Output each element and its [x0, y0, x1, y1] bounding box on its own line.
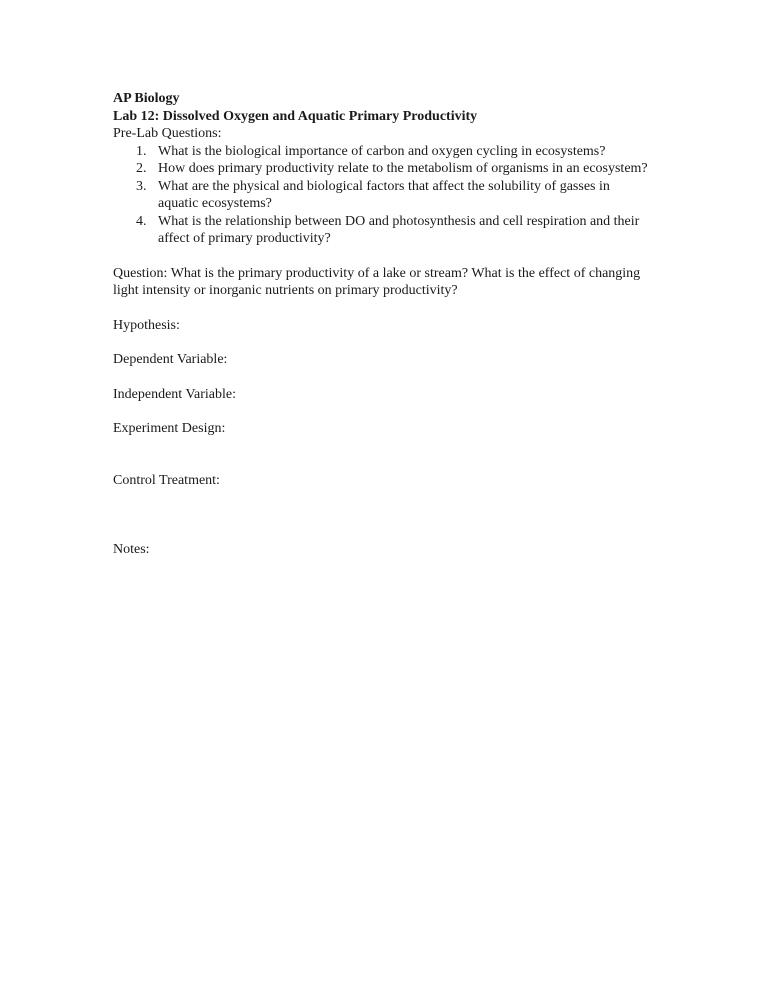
- hypothesis-label: Hypothesis:: [113, 317, 180, 333]
- question-text: What is the relationship between DO and photosynthesis and cell respiration and their affect of primary productivity?: [158, 213, 640, 246]
- question-number: 2.: [136, 161, 147, 176]
- dependent-variable-label: Dependent Variable:: [113, 352, 228, 367]
- independent-variable-label: Independent Variable:: [113, 386, 236, 402]
- question-number: 3.: [136, 178, 147, 194]
- course-title: AP Biology: [113, 91, 180, 106]
- lab-question: Question: What is the primary productivity of a lake or stream? What is the effect of changing light intensity or inorganic nutrients on primary productivity?: [113, 265, 641, 298]
- control-treatment-label: Control Treatment:: [113, 472, 220, 488]
- experiment-design-label: Experiment Design:: [113, 421, 226, 436]
- prelab-question: [113, 160, 653, 178]
- notes-label: Notes:: [113, 542, 150, 557]
- question-number: 1.: [136, 143, 147, 159]
- lab-title: Lab 12: Dissolved Oxygen and Aquatic Primary Productivity: [113, 108, 478, 124]
- question-text: What is the biological importance of carbon and oxygen cycling in ecosystems?: [158, 143, 606, 159]
- question-number: 4.: [136, 213, 147, 229]
- prelab-heading: Pre-Lab Questions:: [113, 126, 222, 141]
- question-text: What are the physical and biological factors that affect the solubility of gasses in aquatic ecosystems?: [158, 178, 610, 211]
- prelab-question-list: [113, 143, 653, 248]
- prelab-question: [113, 178, 653, 213]
- prelab-question: [113, 143, 653, 161]
- prelab-question: [113, 213, 653, 248]
- question-text: How does primary productivity relate to the metabolism of organisms in an ecosystem?: [158, 161, 648, 176]
- document-content: [113, 90, 653, 559]
